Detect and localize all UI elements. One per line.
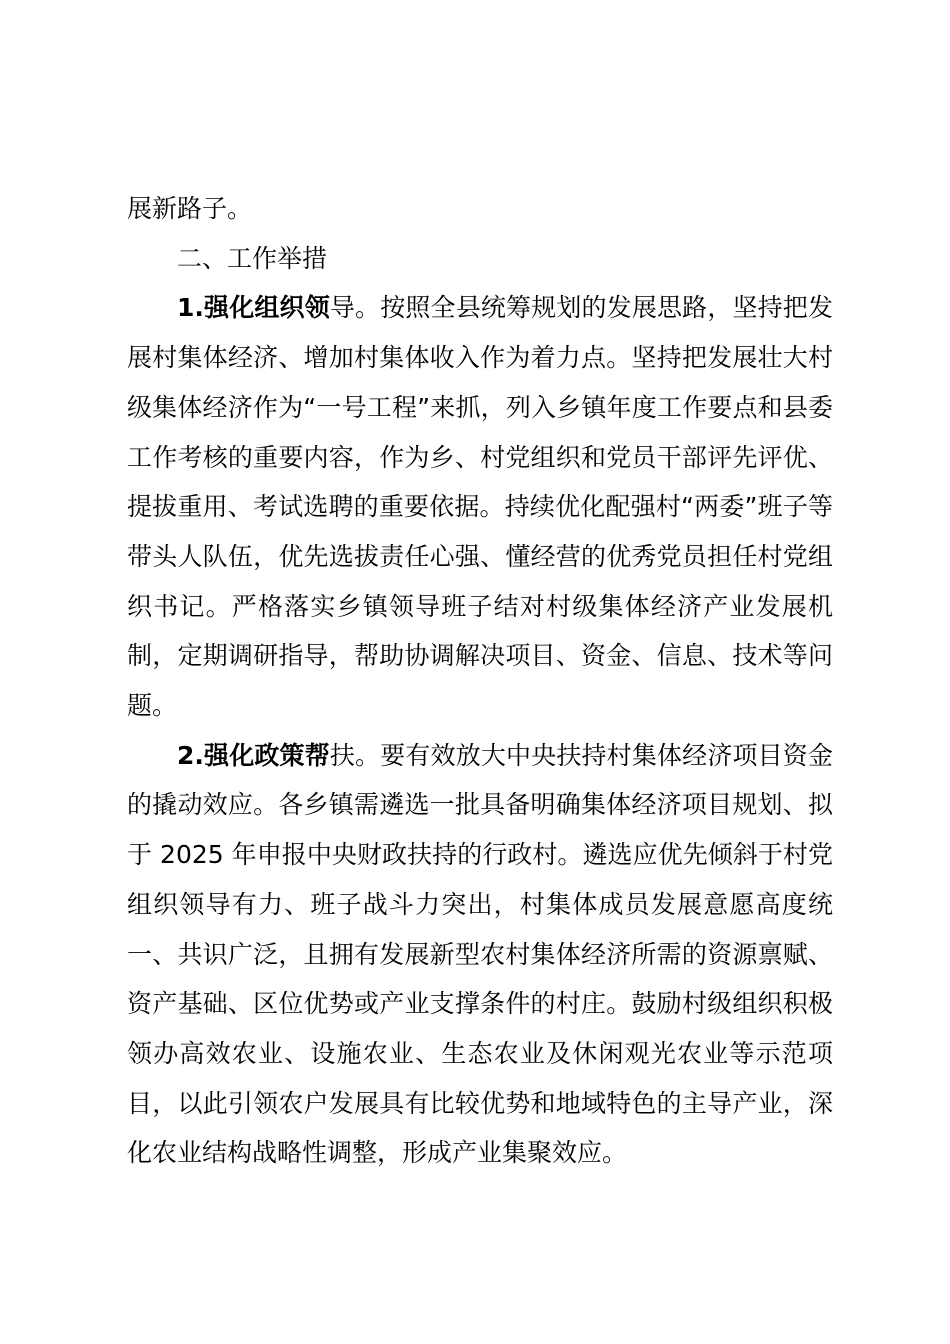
- section-heading: 二、工作举措: [177, 243, 328, 273]
- document-body: [127, 184, 833, 1178]
- paragraph-2-body: 要有效放大中央扶持村集体经济项目资金的撬动效应。各乡镇需遴选一批具备明确集体经济项目规划、拟于 2025 年申报中央财政扶持的行政村。遴选应优先倾斜于村党组织领导有力、班子战斗力突出，村集体成员发展意愿高度统一、共识广泛，且拥有发展新型农村集体经济所需的资源禀赋、资产基础、区位优势或产业支撑条件的村庄。鼓励村级组织积极领办高效农业、设施农业、生态农业及休闲观光农业等示范项目，以此引领农户发展具有比较优势和地域特色的主导产业，深化农业结构战略性调整，形成产业集聚效应。: [127, 740, 833, 1168]
- paragraph-policy-support: [127, 731, 833, 1178]
- paragraph-1-body: 按照全县统筹规划的发展思路，坚持把发展村集体经济、增加村集体收入作为着力点。坚持把发展壮大村级集体经济作为“一号工程”来抓，列入乡镇年度工作要点和县委工作考核的重要内容，作为乡、村党组织和党员干部评先评优、提拔重用、考试选聘的重要依据。持续优化配强村“两委”班子等带头人队伍，优先选拔责任心强、懂经营的优秀党员担任村党组织书记。严格落实乡镇领导班子结对村级集体经济产业发展机制，定期调研指导，帮助协调解决项目、资金、信息、技术等问题。: [127, 293, 833, 721]
- continuation-line: 展新路子。: [127, 194, 253, 223]
- paragraph-2-lead-rest: 扶。: [329, 740, 381, 770]
- paragraph-organization-leadership: [127, 283, 833, 730]
- paragraph-2-lead-bold: 2.强化政策帮: [177, 740, 330, 770]
- paragraph-1-lead-bold: 1.强化组织领: [177, 293, 330, 323]
- paragraph-1-lead-rest: 导。: [329, 293, 381, 323]
